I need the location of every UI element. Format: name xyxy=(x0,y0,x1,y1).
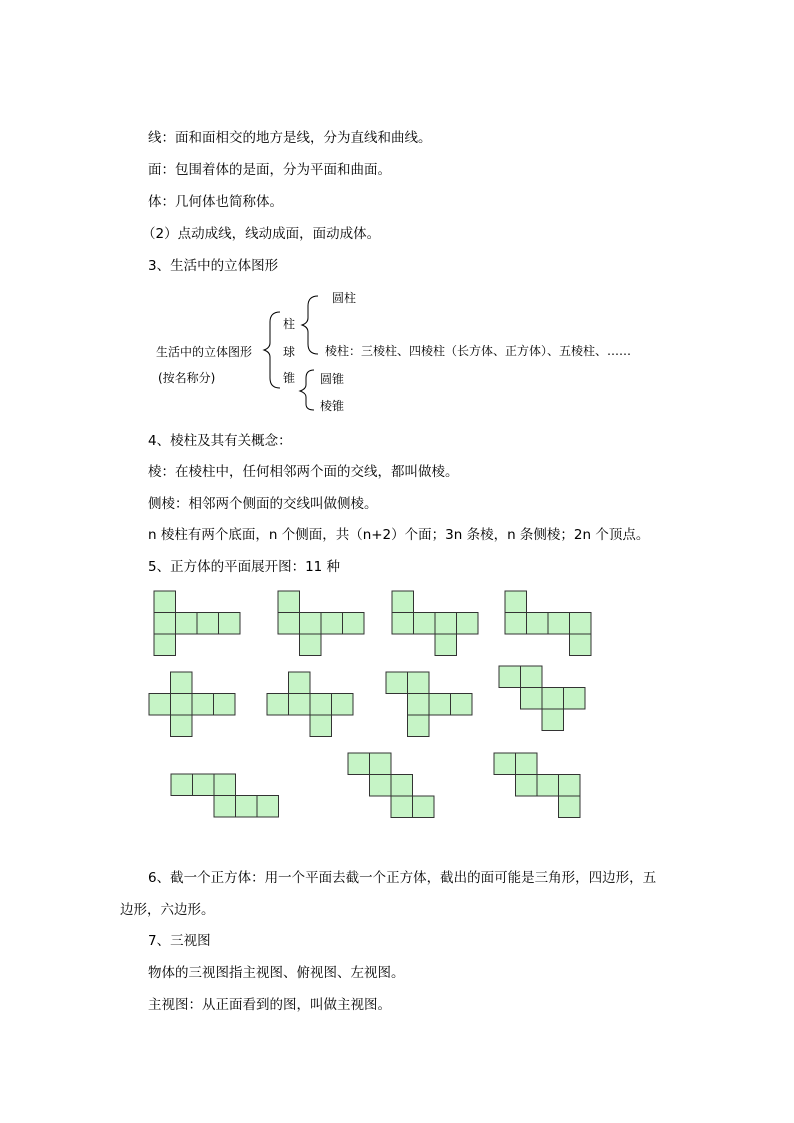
net-square xyxy=(570,613,592,635)
net-square xyxy=(413,796,435,818)
net-square xyxy=(321,613,343,635)
net-square xyxy=(392,613,414,635)
net-square xyxy=(414,613,436,635)
net-square xyxy=(219,613,241,635)
net-square xyxy=(559,775,581,797)
prism-fact: n 棱柱有两个底面，n 个侧面，共（n+2）个面；3n 条棱，n 条侧棱；2n 个顶点。 xyxy=(148,527,650,543)
class-cat-sphere: 球 xyxy=(283,345,296,359)
side-edge-definition: 侧棱：相邻两个侧面的交线叫做侧棱。 xyxy=(148,496,378,512)
net-square xyxy=(570,634,592,656)
net-square xyxy=(236,796,258,818)
net-square xyxy=(516,775,538,797)
net-square xyxy=(457,613,479,635)
class-cat-cone: 锥 xyxy=(283,371,296,385)
net-square xyxy=(176,613,198,635)
net-square xyxy=(516,753,538,775)
class-cat-prism: 柱 xyxy=(283,317,296,331)
section-3-heading: 3、生活中的立体图形 xyxy=(148,258,279,274)
section-7-heading: 7、三视图 xyxy=(148,933,211,949)
net-square xyxy=(548,613,570,635)
cube-net-4 xyxy=(505,591,591,656)
cube-net-2 xyxy=(278,591,364,656)
net-square xyxy=(370,753,392,775)
section-6-line-1: 6、截一个正方体：用一个平面去截一个正方体，截出的面可能是三角形，四边形，五 xyxy=(148,870,657,886)
net-square xyxy=(564,688,586,710)
net-square xyxy=(171,694,193,716)
net-square xyxy=(171,715,193,737)
net-square xyxy=(542,709,564,731)
net-square xyxy=(521,666,543,688)
net-square xyxy=(278,613,300,635)
point-motion-text: （2）点动成线，线动成面，面动成体。 xyxy=(142,226,381,242)
class-cylinder: 圆柱 xyxy=(332,291,357,305)
net-square xyxy=(494,753,516,775)
net-square xyxy=(499,666,521,688)
three-views-text: 物体的三视图指主视图、俯视图、左视图。 xyxy=(148,965,405,981)
cube-net-11 xyxy=(494,753,580,818)
cube-net-9 xyxy=(171,774,279,817)
net-square xyxy=(408,694,430,716)
line-definition: 线：面和面相交的地方是线，分为直线和曲线。 xyxy=(148,130,432,146)
net-square xyxy=(154,591,176,613)
net-square xyxy=(300,613,322,635)
net-square xyxy=(391,775,413,797)
net-square xyxy=(527,613,549,635)
net-square xyxy=(171,672,193,694)
net-square xyxy=(154,613,176,635)
net-square xyxy=(289,694,311,716)
cube-net-3 xyxy=(392,591,478,656)
class-root-label: 生活中的立体图形 xyxy=(156,345,253,359)
section-5-heading: 5、正方体的平面展开图：11 种 xyxy=(148,559,341,575)
net-square xyxy=(392,591,414,613)
net-square xyxy=(332,694,354,716)
cube-net-5 xyxy=(149,672,235,737)
net-square xyxy=(300,634,322,656)
edge-definition: 棱：在棱柱中，任何相邻两个面的交线，都叫做棱。 xyxy=(148,464,459,480)
class-pyramid: 棱锥 xyxy=(320,399,345,413)
net-square xyxy=(257,796,279,818)
class-root-sub: (按名称分) xyxy=(158,371,216,385)
net-square xyxy=(267,694,289,716)
net-square xyxy=(435,613,457,635)
cube-net-8 xyxy=(499,666,585,731)
net-square xyxy=(193,774,215,796)
net-square xyxy=(197,613,219,635)
cube-net-6 xyxy=(267,672,353,737)
net-square xyxy=(505,613,527,635)
net-square xyxy=(386,672,408,694)
net-square xyxy=(408,672,430,694)
cube-net-10 xyxy=(348,753,434,818)
net-square xyxy=(537,775,559,797)
net-square xyxy=(348,753,370,775)
net-square xyxy=(214,796,236,818)
net-square xyxy=(214,694,236,716)
net-square xyxy=(214,774,236,796)
net-square xyxy=(370,775,392,797)
net-square xyxy=(289,672,311,694)
net-square xyxy=(310,694,332,716)
net-square xyxy=(408,715,430,737)
net-square xyxy=(521,688,543,710)
net-square xyxy=(343,613,365,635)
net-square xyxy=(149,694,171,716)
net-square xyxy=(451,694,473,716)
net-square xyxy=(192,694,214,716)
net-square xyxy=(505,591,527,613)
class-prisms: 棱柱：三棱柱、四棱柱（长方体、正方体）、五棱柱、…… xyxy=(325,344,632,358)
section-6-line-2: 边形，六边形。 xyxy=(120,902,215,918)
section-4-heading: 4、棱柱及其有关概念： xyxy=(148,433,292,449)
class-cone: 圆锥 xyxy=(320,372,345,386)
cube-net-7 xyxy=(386,672,472,737)
net-square xyxy=(559,796,581,818)
body-definition: 体：几何体也简称体。 xyxy=(148,194,283,210)
net-square xyxy=(391,796,413,818)
net-square xyxy=(310,715,332,737)
net-square xyxy=(154,634,176,656)
face-definition: 面：包围着体的是面，分为平面和曲面。 xyxy=(148,162,391,178)
net-square xyxy=(429,694,451,716)
front-view-definition: 主视图：从正面看到的图，叫做主视图。 xyxy=(148,997,391,1013)
net-square xyxy=(542,688,564,710)
net-square xyxy=(171,774,193,796)
net-square xyxy=(278,591,300,613)
net-square xyxy=(435,634,457,656)
cube-net-1 xyxy=(154,591,240,656)
